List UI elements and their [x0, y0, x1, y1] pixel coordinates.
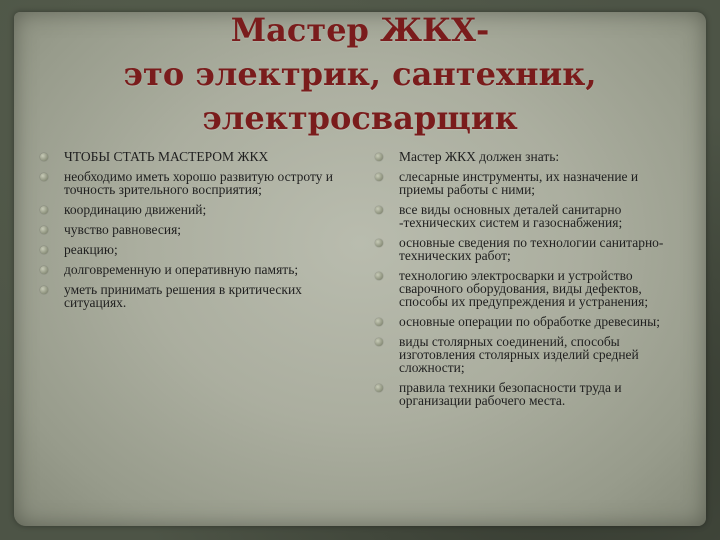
slide-title [0, 8, 720, 140]
round-bullet-icon [40, 206, 48, 214]
round-bullet-icon [40, 266, 48, 274]
title-line-2: это электрик, сантехник, [123, 55, 597, 93]
list-item-text: необходимо иметь хорошо развитую остроту и точность зрительного восприятия; [64, 169, 334, 197]
round-bullet-icon [375, 239, 383, 247]
list-item-text: виды столярных соединений, способы изготовления столярных изделий средней сложности; [399, 334, 639, 375]
round-bullet-icon [375, 206, 383, 214]
list-item-text: Мастер ЖКХ должен знать: [399, 149, 560, 164]
list-item [38, 223, 338, 236]
round-bullet-icon [40, 286, 48, 294]
list-item [38, 283, 338, 309]
right-bullet-list [373, 150, 678, 414]
list-item [38, 203, 338, 216]
list-item-text: чувство равновесия; [64, 222, 182, 237]
list-item-text: основные операции по обработке древесины; [399, 314, 660, 329]
list-item-text: все виды основных деталей санитарно -технических систем и газоснабжения; [399, 202, 623, 230]
list-item [38, 263, 338, 276]
round-bullet-icon [40, 226, 48, 234]
round-bullet-icon [375, 338, 383, 346]
list-item-text: долговременную и оперативную память; [64, 262, 299, 277]
round-bullet-icon [375, 318, 383, 326]
list-item-text: слесарные инструменты, их назначение и приемы работы с ними; [399, 169, 639, 197]
list-item-text: координацию движений; [64, 202, 207, 217]
list-item-text: ЧТОБЫ СТАТЬ МАСТЕРОМ ЖКХ [64, 149, 269, 164]
round-bullet-icon [40, 246, 48, 254]
list-item [38, 243, 338, 256]
list-item [373, 150, 678, 163]
list-item [373, 269, 678, 308]
round-bullet-icon [375, 173, 383, 181]
list-item [373, 335, 678, 374]
list-item-text: реакцию; [64, 242, 118, 257]
round-bullet-icon [375, 384, 383, 392]
round-bullet-icon [375, 272, 383, 280]
list-item-text: основные сведения по технологии санитарно-технических работ; [399, 235, 664, 263]
title-line-3: электросварщик [202, 99, 518, 137]
round-bullet-icon [40, 173, 48, 181]
list-item [373, 203, 678, 229]
round-bullet-icon [375, 153, 383, 161]
list-item [373, 315, 678, 328]
list-item-text: уметь принимать решения в критических ситуациях. [64, 282, 302, 310]
list-item [373, 170, 678, 196]
list-item [38, 170, 338, 196]
list-item [373, 236, 678, 262]
round-bullet-icon [40, 153, 48, 161]
list-item-text: технологию электросварки и устройство сварочного оборудования, виды дефектов, способы их предупреждения и устранения; [399, 268, 649, 309]
list-item [373, 381, 678, 407]
list-item [38, 150, 338, 163]
title-line-1: Мастер ЖКХ- [230, 11, 490, 49]
left-bullet-list [38, 150, 338, 316]
list-item-text: правила техники безопасности труда и организации рабочего места. [399, 380, 622, 408]
